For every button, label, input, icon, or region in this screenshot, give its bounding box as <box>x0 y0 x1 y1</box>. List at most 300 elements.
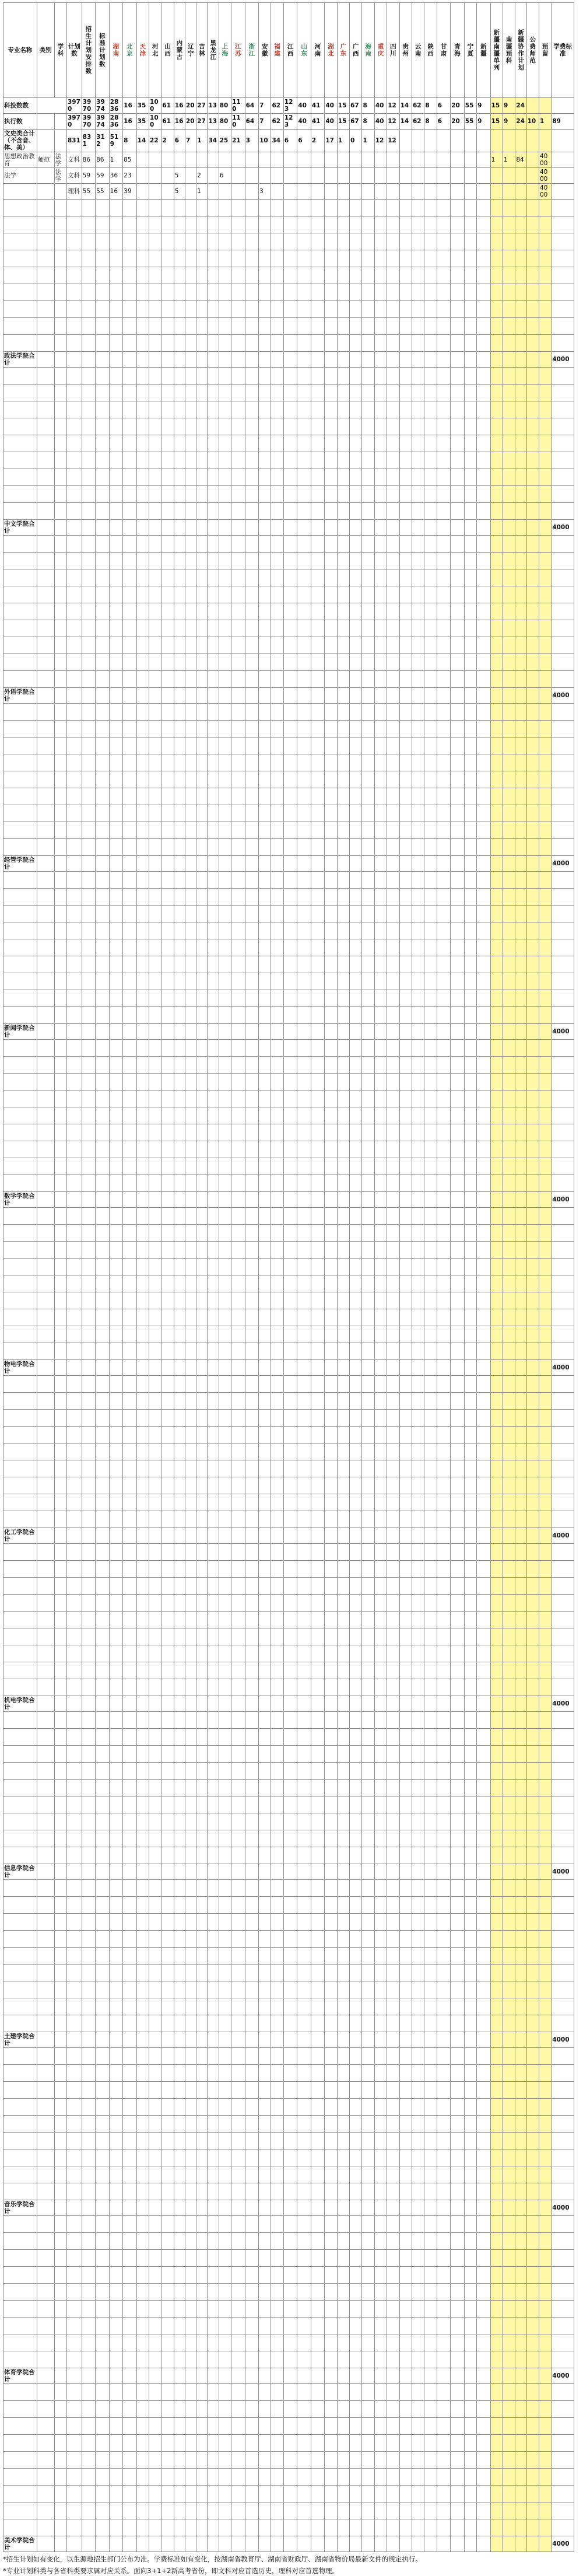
cell <box>109 1948 123 1965</box>
cell <box>374 1292 387 1309</box>
cell <box>437 754 451 771</box>
header-row <box>3 3 574 98</box>
cell: 12 <box>387 114 399 130</box>
cell <box>161 250 174 267</box>
cell <box>311 1292 325 1309</box>
cell <box>350 771 362 788</box>
cell <box>539 1292 551 1309</box>
cell <box>3 1040 37 1057</box>
cell <box>374 1427 387 1443</box>
cell <box>109 1175 123 1192</box>
table-row <box>3 1763 574 1780</box>
cell <box>196 805 208 822</box>
cell <box>196 1275 208 1292</box>
cell <box>311 1679 325 1696</box>
cell <box>174 956 185 973</box>
cell <box>196 1309 208 1326</box>
cell <box>231 1998 245 2015</box>
cell <box>451 1729 465 1746</box>
cell <box>283 1645 297 1662</box>
cell <box>451 586 465 603</box>
cell <box>245 1124 259 1141</box>
cell <box>490 435 503 452</box>
cell <box>208 839 219 856</box>
cell <box>82 1965 96 1981</box>
cell <box>526 704 539 721</box>
cell <box>196 435 208 452</box>
cell <box>149 1612 161 1628</box>
cell <box>283 435 297 452</box>
cell <box>54 637 66 654</box>
cell <box>161 1830 174 1847</box>
cell <box>362 654 374 671</box>
cell <box>350 1494 362 1511</box>
cell <box>412 1460 424 1477</box>
table-row <box>3 603 574 620</box>
cell <box>219 1259 231 1275</box>
cell <box>311 486 325 503</box>
cell <box>399 1057 412 1074</box>
cell <box>515 1494 526 1511</box>
cell <box>451 1813 465 1830</box>
table-row <box>3 620 574 637</box>
cell <box>283 1880 297 1897</box>
table-row <box>3 1796 574 1813</box>
cell <box>231 1376 245 1393</box>
cell <box>136 486 149 503</box>
cell <box>412 1343 424 1360</box>
cell <box>297 654 311 671</box>
cell <box>54 1460 66 1477</box>
cell <box>161 771 174 788</box>
cell <box>136 704 149 721</box>
cell <box>515 1259 526 1275</box>
cell <box>337 1847 349 1864</box>
cell <box>109 586 123 603</box>
cell <box>515 637 526 654</box>
table-row <box>3 452 574 469</box>
cell <box>3 1578 37 1595</box>
cell <box>161 889 174 906</box>
cell <box>82 1259 96 1275</box>
cell: 67 <box>350 114 362 130</box>
cell <box>387 1158 399 1175</box>
cell: 35 <box>136 114 149 130</box>
table-row <box>3 721 574 738</box>
cell <box>387 1696 399 1712</box>
cell: 3970 <box>67 114 82 130</box>
cell <box>477 1343 491 1360</box>
cell <box>325 1813 337 1830</box>
cell <box>539 401 551 418</box>
cell <box>297 889 311 906</box>
cell <box>515 1914 526 1931</box>
cell <box>259 1192 271 1208</box>
cell <box>245 168 259 184</box>
cell <box>477 889 491 906</box>
cell <box>477 1477 491 1494</box>
cell <box>424 1024 437 1040</box>
cell <box>54 1175 66 1192</box>
cell <box>67 1763 82 1780</box>
cell <box>208 788 219 805</box>
cell <box>123 569 137 586</box>
cell <box>109 1410 123 1427</box>
cell <box>271 1679 283 1696</box>
cell <box>526 1124 539 1141</box>
cell <box>161 1511 174 1528</box>
cell <box>219 922 231 939</box>
cell <box>196 671 208 688</box>
cell <box>350 1696 362 1712</box>
cell <box>185 1309 196 1326</box>
cell <box>451 553 465 569</box>
cell <box>37 2048 54 2065</box>
cell <box>490 1528 503 1544</box>
cell <box>412 754 424 771</box>
table-row <box>3 469 574 486</box>
cell <box>196 1679 208 1696</box>
cell <box>337 1343 349 1360</box>
cell <box>196 1931 208 1948</box>
cell <box>196 1225 208 1242</box>
cell <box>503 1981 515 1998</box>
cell <box>174 1864 185 1880</box>
cell <box>539 1679 551 1696</box>
cell <box>552 1998 574 2015</box>
cell <box>337 671 349 688</box>
cell: 8 <box>123 130 137 152</box>
cell <box>399 200 412 216</box>
cell <box>136 1796 149 1813</box>
cell <box>245 452 259 469</box>
cell <box>477 1864 491 1880</box>
cell <box>82 1360 96 1376</box>
cell <box>149 688 161 704</box>
cell <box>3 216 37 233</box>
cell <box>196 352 208 368</box>
cell: 16 <box>123 114 137 130</box>
cell <box>311 301 325 318</box>
cell <box>82 1948 96 1965</box>
cell <box>123 267 137 284</box>
table-row <box>3 1141 574 1158</box>
cell <box>283 267 297 284</box>
cell <box>259 2015 271 2032</box>
cell <box>424 704 437 721</box>
cell <box>231 318 245 335</box>
cell <box>283 1679 297 1696</box>
cell <box>325 1763 337 1780</box>
cell <box>109 1965 123 1981</box>
cell <box>259 1864 271 1880</box>
cell <box>362 486 374 503</box>
cell <box>161 1679 174 1696</box>
cell <box>437 1897 451 1914</box>
cell <box>337 990 349 1007</box>
cell <box>297 939 311 956</box>
cell <box>123 1830 137 1847</box>
cell <box>374 2015 387 2032</box>
cell <box>37 1040 54 1057</box>
cell <box>96 1393 110 1410</box>
cell <box>136 1544 149 1561</box>
cell <box>399 1780 412 1796</box>
cell <box>374 1931 387 1948</box>
cell <box>219 184 231 200</box>
cell <box>174 1225 185 1242</box>
cell <box>477 906 491 922</box>
cell <box>464 486 476 503</box>
cell <box>185 1981 196 1998</box>
cell <box>283 1259 297 1275</box>
cell <box>109 738 123 754</box>
cell <box>437 671 451 688</box>
cell <box>387 1595 399 1612</box>
cell <box>245 318 259 335</box>
cell <box>67 889 82 906</box>
cell <box>123 1360 137 1376</box>
cell <box>174 1175 185 1192</box>
cell <box>490 704 503 721</box>
cell <box>387 267 399 284</box>
cell <box>477 721 491 738</box>
cell <box>325 1780 337 1796</box>
cell <box>123 1511 137 1528</box>
cell <box>477 1225 491 1242</box>
cell <box>208 1965 219 1981</box>
cell <box>136 688 149 704</box>
cell <box>196 1847 208 1864</box>
cell <box>337 805 349 822</box>
cell <box>412 401 424 418</box>
cell <box>283 1460 297 1477</box>
cell <box>54 1746 66 1763</box>
cell <box>219 503 231 520</box>
cell <box>526 939 539 956</box>
cell <box>297 688 311 704</box>
cell <box>82 738 96 754</box>
cell <box>161 688 174 704</box>
cell <box>399 1040 412 1057</box>
cell <box>350 1931 362 1948</box>
cell <box>503 1192 515 1208</box>
cell <box>297 569 311 586</box>
cell <box>245 301 259 318</box>
cell <box>362 1847 374 1864</box>
cell <box>174 216 185 233</box>
col-sichuan: 四川 <box>387 3 399 98</box>
cell <box>539 1864 551 1880</box>
cell <box>350 1376 362 1393</box>
cell <box>399 352 412 368</box>
cell <box>196 318 208 335</box>
cell <box>3 586 37 603</box>
cell <box>82 1090 96 1107</box>
cell <box>245 1007 259 1024</box>
cell <box>67 1561 82 1578</box>
cell <box>219 1158 231 1175</box>
cell <box>399 418 412 435</box>
cell <box>82 520 96 536</box>
cell <box>412 503 424 520</box>
cell <box>3 603 37 620</box>
cell <box>54 418 66 435</box>
cell <box>477 1561 491 1578</box>
cell <box>297 1864 311 1880</box>
cell <box>526 267 539 284</box>
cell <box>37 1477 54 1494</box>
cell <box>231 267 245 284</box>
cell <box>311 1544 325 1561</box>
cell <box>185 1931 196 1948</box>
cell <box>451 284 465 301</box>
section-total-label: 中文学院合计 <box>3 520 37 536</box>
cell <box>208 637 219 654</box>
cell <box>451 184 465 200</box>
cell <box>185 906 196 922</box>
cell <box>337 216 349 233</box>
cell <box>174 688 185 704</box>
cell <box>490 1090 503 1107</box>
cell <box>412 1124 424 1141</box>
cell <box>362 1074 374 1090</box>
cell <box>539 1158 551 1175</box>
cell <box>259 1796 271 1813</box>
cell <box>245 1360 259 1376</box>
cell <box>96 620 110 637</box>
cell <box>515 520 526 536</box>
cell <box>515 1309 526 1326</box>
cell <box>490 771 503 788</box>
cell <box>490 1729 503 1746</box>
cell <box>174 939 185 956</box>
cell: 9 <box>503 114 515 130</box>
cell <box>149 1124 161 1141</box>
cell <box>552 1309 574 1326</box>
cell <box>109 401 123 418</box>
cell <box>451 130 465 152</box>
cell <box>67 1141 82 1158</box>
cell <box>325 1090 337 1107</box>
cell <box>350 1595 362 1612</box>
cell <box>185 620 196 637</box>
cell <box>161 1645 174 1662</box>
table-row <box>3 1679 574 1696</box>
cell <box>399 1460 412 1477</box>
cell <box>219 385 231 401</box>
cell <box>526 536 539 553</box>
cell <box>374 704 387 721</box>
cell <box>539 435 551 452</box>
cell <box>552 1578 574 1595</box>
cell <box>387 1360 399 1376</box>
cell <box>208 872 219 889</box>
col-yunnan: 云南 <box>412 3 424 98</box>
cell <box>185 352 196 368</box>
cell <box>174 1040 185 1057</box>
cell <box>259 250 271 267</box>
cell <box>477 956 491 973</box>
cell <box>477 301 491 318</box>
cell <box>54 520 66 536</box>
cell <box>3 401 37 418</box>
col-hubei: 湖北 <box>325 3 337 98</box>
cell <box>109 1225 123 1242</box>
cell <box>399 1880 412 1897</box>
cell: 10 <box>259 130 271 152</box>
cell <box>283 152 297 168</box>
cell <box>503 1662 515 1679</box>
cell <box>374 1729 387 1746</box>
cell <box>3 721 37 738</box>
col-public-normal: 公费师范 <box>526 3 539 98</box>
cell <box>54 1376 66 1393</box>
cell <box>136 1007 149 1024</box>
cell: 831 <box>67 130 82 152</box>
cell <box>325 637 337 654</box>
cell <box>387 1208 399 1225</box>
cell <box>297 1309 311 1326</box>
cell <box>283 1561 297 1578</box>
cell <box>337 503 349 520</box>
cell <box>231 872 245 889</box>
cell <box>399 168 412 184</box>
cell <box>350 1208 362 1225</box>
cell <box>245 1612 259 1628</box>
cell <box>283 401 297 418</box>
cell <box>539 2032 551 2048</box>
cell <box>490 318 503 335</box>
cell <box>196 1292 208 1309</box>
section-total-row <box>3 1024 574 1040</box>
cell <box>196 1141 208 1158</box>
cell <box>109 1460 123 1477</box>
cell <box>161 1696 174 1712</box>
cell <box>185 486 196 503</box>
cell <box>245 805 259 822</box>
cell <box>387 1040 399 1057</box>
cell <box>552 301 574 318</box>
cell <box>37 1796 54 1813</box>
cell <box>387 1612 399 1628</box>
cell <box>451 1007 465 1024</box>
cell <box>362 1595 374 1612</box>
cell <box>490 1360 503 1376</box>
cell <box>350 1679 362 1696</box>
cell <box>539 216 551 233</box>
cell <box>161 586 174 603</box>
cell <box>208 1309 219 1326</box>
cell <box>283 1057 297 1074</box>
cell <box>451 671 465 688</box>
cell <box>515 2015 526 2032</box>
cell <box>245 688 259 704</box>
cell <box>67 486 82 503</box>
cell <box>412 586 424 603</box>
cell <box>297 721 311 738</box>
cell <box>196 1628 208 1645</box>
cell <box>245 637 259 654</box>
cell <box>477 1763 491 1780</box>
cell <box>350 152 362 168</box>
cell <box>526 1376 539 1393</box>
cell <box>515 418 526 435</box>
cell <box>208 250 219 267</box>
cell <box>245 1662 259 1679</box>
cell <box>350 250 362 267</box>
cell <box>477 1628 491 1645</box>
